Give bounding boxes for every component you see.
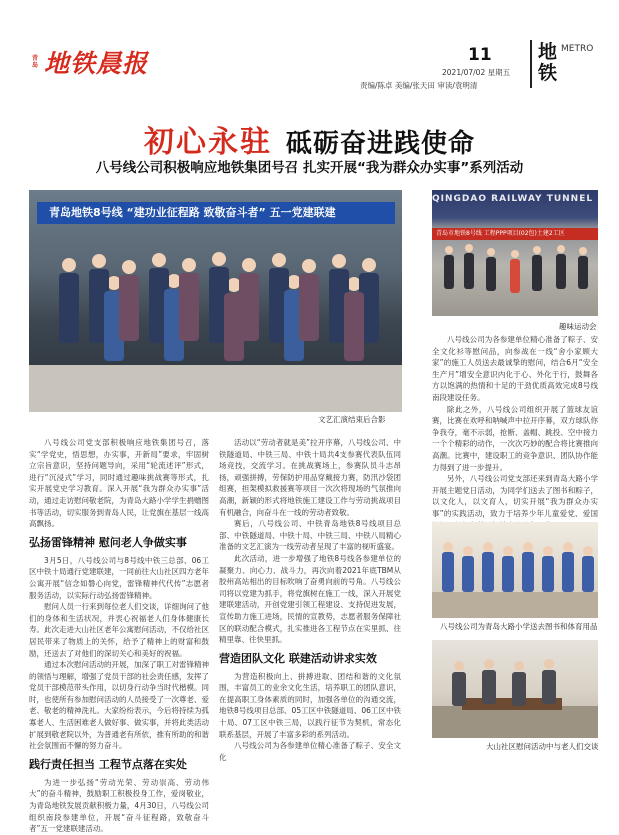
runners-illustration	[432, 245, 598, 316]
subheadline: 八号线公司积极响应地铁集团号召 扎实开展“我为群众办实事”系列活动	[95, 160, 524, 176]
section-name-cn: 地铁	[538, 41, 558, 84]
newspaper-logo	[32, 44, 148, 80]
section-heading-3: 营造团队文化 联建活动讲求实效	[219, 651, 377, 665]
sports-photo-caption: 趣味运动会	[559, 322, 597, 331]
sports-day-photo	[432, 190, 598, 316]
logo-text: 地铁晨报	[44, 49, 149, 78]
paragraph-12: 八号线公司为各参建单位精心准备了粽子、安全文化	[219, 741, 401, 762]
section-name-en: METRO	[561, 44, 594, 54]
main-photo-caption: 文艺汇演结束后合影	[318, 415, 386, 424]
visit-photo-caption: 大山社区慰问活动中与老人们交谈	[486, 742, 599, 751]
paragraph-7: 此次活动，进一步增强了地铁8号线各参建单位的凝聚力、向心力、战斗力，再次向着2021年底TBM从胶州高站相出的目标吹响了奋勇向前的号角。八号线公司将以党建为抓手，将党旗树在施工一线，深入开展党建联建活动，开创党建引领工程建设、支持促进发展，宣传助力施工进场，民情的宣教势，志愿者服务保障社区的联动配合模式，扎实推进各工程节点在实里抓、往精里靠、往快里抓。	[219, 553, 401, 645]
logo-sub: 青岛	[32, 55, 39, 69]
article-column-1	[29, 437, 209, 835]
paragraph-1: 3月5日，八号线公司与8号线中铁三总部、06工区中铁十局通行党建联建，一同前往大山社区四方老年公寓开展“信念如磐心向党，雷锋精神代代传”志愿者服务活动，以实际行动弘扬雷锋精神。	[29, 555, 209, 600]
headline-black: 砥砺奋进践使命	[285, 129, 475, 159]
section-heading-1: 弘扬雷锋精神 慰问老人争做实事	[29, 535, 187, 549]
section-heading-2: 践行责任担当 工程节点落在实处	[29, 757, 187, 771]
article-column-2	[219, 437, 401, 763]
paragraph-10: 除此之外，八号线公司组织开展了篮球友谊赛，比赛在欢呼和呐喊声中拉开序幕，双方球队你争我夺，毫不示弱，抢断、盖帽、跳投、空中接力一个个精彩的动作，一次次巧妙的配合将比赛推向高潮。比赛中，建设职工的竞争意识、团队协作能力得到了进一步提升。	[432, 404, 598, 472]
elderly-visit-photo	[432, 640, 598, 738]
paragraph-2: 慰问人员一行来到每位老人们交谈，详细询问了他们的身体和生活状况，并衷心祝福老人们身体健康长寿。此次走进大山社区老年公寓慰问活动，不仅给社区居民带来了物质上的关怀，给予了精神上的财富和鼓励，还送去了对他们的深切关心和美好的祝福。	[29, 602, 209, 658]
editor-credits: 责编/陈卓 美编/张天田 审读/袁明清	[360, 81, 478, 90]
section-tag	[530, 40, 592, 88]
paragraph-5: 活动以“劳动者就是美”拉开序幕，八号线公司、中铁隧道局、中铁三局、中铁十局共4支参赛代表队伍同场竞技，交流学习。在挑战赛场上，参赛队员斗志昂扬，顽强拼搏，劳保防护用品穿戴接力赛，防汛沙袋团组赛，担架模拟救援赛等项目一次次将现场的气氛推向高潮，新颖的形式将地铁施工建设工作与劳动挑战项目有机融合，向奋斗在一线的劳动者致敬。	[219, 438, 401, 517]
event-banner: 青岛地铁8号线 “建功业征程路 致敬奋斗者” 五一党建联建	[37, 202, 395, 224]
paragraph-8: 为营造积极向上、拼搏进取、团结和谐的文化氛围，丰富员工的业余文化生活，培养职工的团队意识，在提高职工身体素质的同时，加强各单位的沟通交流，地铁8号线项目总部、05工区中铁隧道局、06工区中铁十局、07工区中铁三局，以践行征节为契机，常态化联系基层，开展了丰富多彩的系列活动。	[219, 671, 401, 739]
paragraph-9: 八号线公司为各参建单位精心准备了粽子、安全文化衫等慰问品，向参战在一线“舍小家顾大家”的施工人员送去最诚挚的慰问，结合6月“安全生产月”增安全意识内化于心、外化于行，鼓舞各方以饱满的热情和十足的干劲优质高效完成8号线南段建设任务。	[432, 335, 598, 402]
article-column-3	[432, 334, 598, 545]
event-band-text: 青岛市地铁8号线 工程PPP项目(02包)土建2工区	[432, 228, 598, 240]
issue-date: 2021/07/02 星期五	[442, 68, 511, 77]
school-photo-caption: 八号线公司为青岛大路小学送去图书和体育用品	[440, 622, 598, 631]
intro-paragraph: 八号线公司党支部积极响应地铁集团号召，落实“学党史，悟思想，办实事，开新局”要求，牢固树立宗旨意识，坚持问题导向，采用“轮流述评”形式，进行“沉浸式”学习，同时通过趣味挑战赛等形式，扎实开展党史学习教育。深入开展“我为群众办实事”活动，通过走访慰问敬老院，为青岛大路小学学生捐赠图书等活动，切实服务到青岛人民，让党旗在基层一线高高飘扬。	[29, 438, 209, 529]
headline	[0, 117, 619, 161]
school-donation-photo	[432, 522, 598, 618]
masthead	[0, 0, 619, 95]
paragraph-4: 为进一步弘扬“劳动光荣、劳动崇高、劳动伟大”的奋斗精神，鼓励职工积极投身工作，爱岗敬业，为青岛地铁发展贡献积极力量，4月30日，八号线公司组织南段参建单位，开展“奋斗征程路，致敬奋斗者”五一党建联建活动。	[29, 777, 209, 834]
headline-red: 初心永驻	[143, 125, 272, 160]
paragraph-3: 通过本次慰问活动的开展，加深了职工对雷锋精神的领悟与理解，增强了党员干部的社会责任感，发挥了党员干部模范带头作用，以切身行动争当时代楷模。同时，也使所有参加慰问活动的人员接受了一次尊老、爱老、敬老的精神洗礼。大家纷纷表示，今后将持续为孤寡老人、生活困难老人做好事、做实事，并将此类活动扩展到敬老院以外，为普通老有所依，推有所助的和谐社会氛围而不懈的努力奋斗。	[29, 660, 209, 751]
crowd-illustration	[29, 245, 402, 412]
main-group-photo	[29, 190, 402, 412]
children-illustration	[432, 522, 598, 618]
tunnel-sign-text: QINGDAO RAILWAY TUNNEL	[432, 194, 594, 204]
paragraph-11: 另外，八号线公司党支部还来到青岛大路小学开展主题党日活动，为同学们送去了图书和粽子，以文化人，以文育人，切实开展“我为群众办实事”的实践活动，致力于培养少年儿童爱党、爱国	[432, 474, 598, 518]
paragraph-6: 赛后，八号线公司、中铁青岛地铁8号线项目总部、中铁隧道局、中铁十局、中铁三局、中铁八局精心准备的文艺汇演为一线劳动者呈现了丰富的视听盛宴。	[219, 519, 401, 552]
visit-illustration	[432, 640, 598, 738]
page-number: 11	[468, 45, 492, 65]
